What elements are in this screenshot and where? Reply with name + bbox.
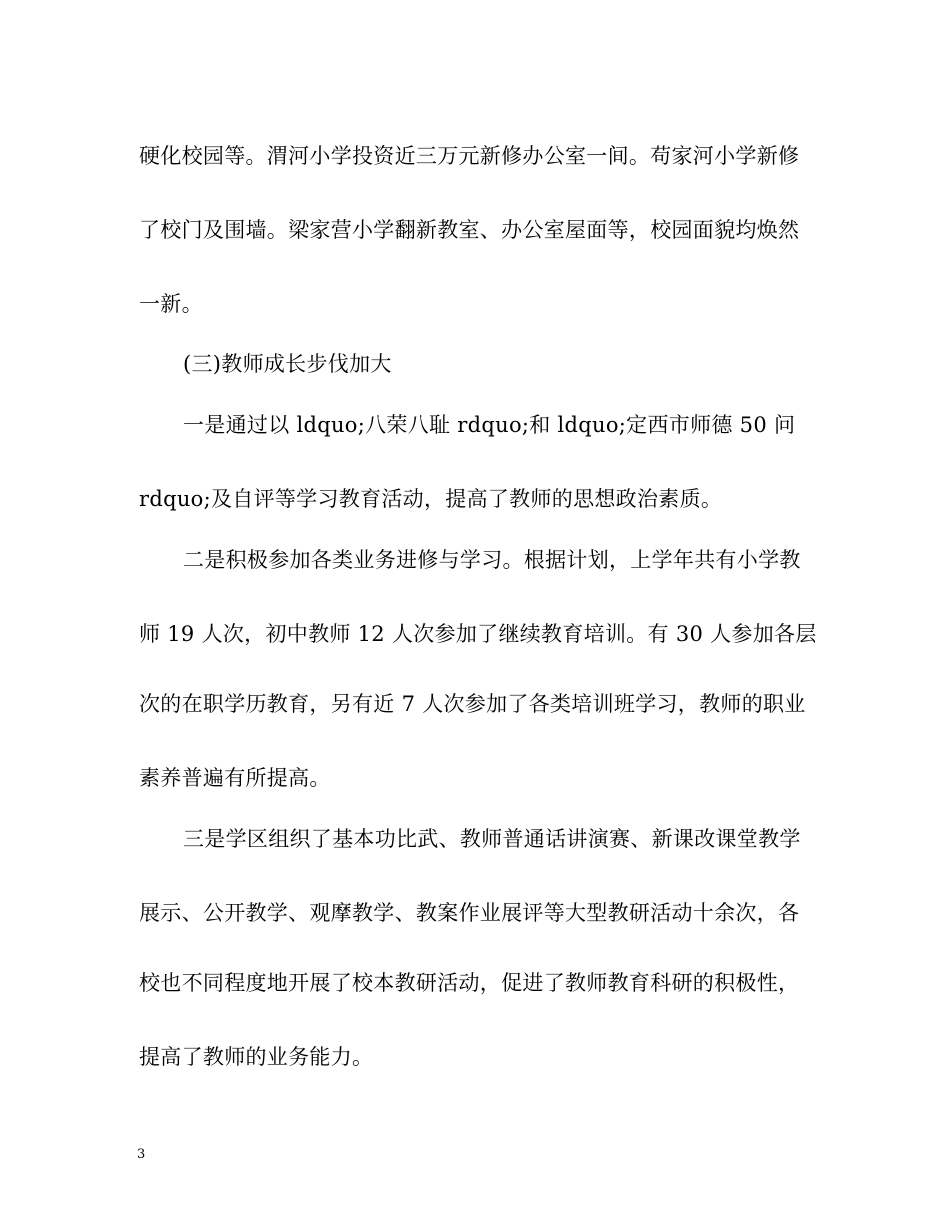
- text-line: 次的在职学历教育，另有近 7 人次参加了各类培训班学习，教师的职业: [139, 692, 806, 716]
- text-line: 素养普遍有所提高。: [139, 766, 331, 790]
- text-line: rdquo;及自评等学习教育活动，提高了教师的思想政治素质。: [139, 487, 723, 511]
- text-line: 了校门及围墙。梁家营小学翻新教室、办公室屋面等，校园面貌均焕然: [139, 218, 800, 242]
- text-line: 二是积极参加各类业务进修与学习。根据计划，上学年共有小学教: [183, 548, 801, 572]
- section-heading: (三)教师成长步伐加大: [183, 352, 392, 376]
- text-line: 一新。: [139, 292, 203, 316]
- page-number: 3: [137, 1147, 146, 1162]
- text-line: 一是通过以 ldquo;八荣八耻 rdquo;和 ldquo;定西市师德 50 问: [183, 413, 796, 437]
- text-line: 师 19 人次，初中教师 12 人次参加了继续教育培训。有 30 人参加各层: [139, 622, 817, 646]
- text-line: 展示、公开教学、观摩教学、教案作业展评等大型教研活动十余次，各: [139, 901, 800, 925]
- text-line: 校也不同程度地开展了校本教研活动，促进了教师教育科研的积极性，: [139, 971, 800, 995]
- text-line: 提高了教师的业务能力。: [139, 1045, 374, 1069]
- text-line: 三是学区组织了基本功比武、教师普通话讲演赛、新课改课堂教学: [183, 827, 801, 851]
- text-line: 硬化校园等。渭河小学投资近三万元新修办公室一间。苟家河小学新修: [139, 144, 800, 168]
